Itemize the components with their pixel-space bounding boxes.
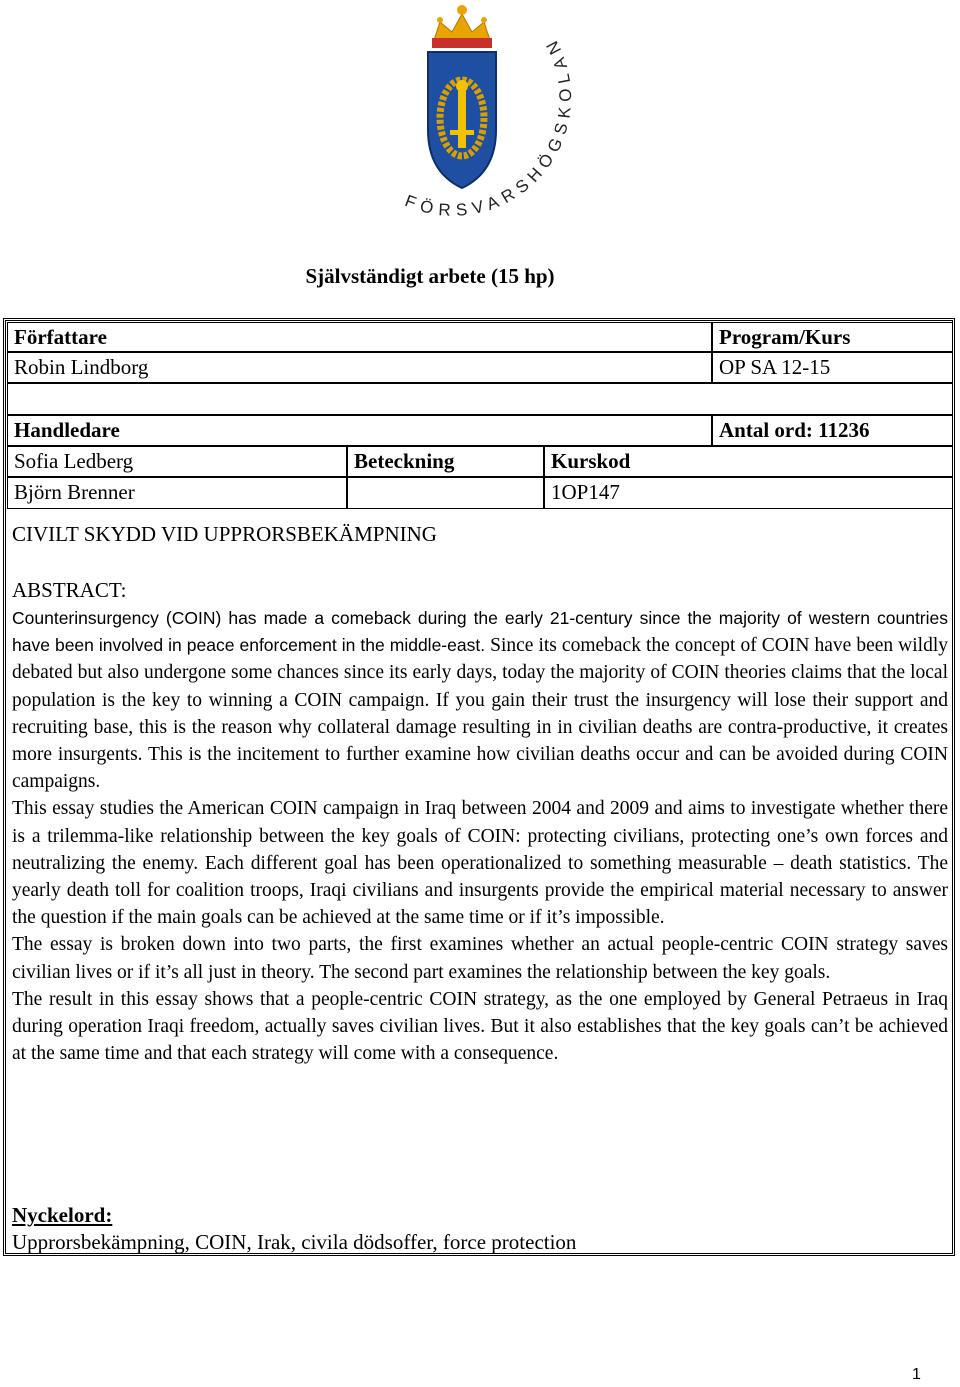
word-count: Antal ord: 11236 <box>712 415 953 446</box>
supervisor-2: Björn Brenner <box>7 477 347 509</box>
crown-icon <box>432 5 492 48</box>
forsvarshogskolan-logo <box>382 0 602 240</box>
designation-label: Beteckning <box>347 446 544 477</box>
abstract-body <box>12 605 948 1067</box>
program-label: Program/Kurs <box>712 322 953 352</box>
empty-row <box>7 383 953 415</box>
abstract-paragraph-4: The result in this essay shows that a people-centric COIN strategy, as the one employed by General Petraeus in Iraq during operation Iraqi freedom, actually saves civilian lives. But it also establishes that the key goals can’t be achieved at the same time and that each strategy will come with a consequence. <box>12 988 948 1065</box>
abstract-paragraph-2: This essay studies the American COIN campaign in Iraq between 2004 and 2009 and aims to investigate whether there is a trilemma-like relationship between the key goals of COIN: protecting civilians, protecting one’s own forces and neutralizing the enemy. Each different goal has been operationalized to something measurable – death statistics. The yearly death toll for coalition troops, Iraqi civilians and insurgents provide the empirical material necessary to answer the question if the main goals can be achieved at the same time or if it’s impossible. <box>12 798 948 929</box>
shield-icon <box>428 52 496 188</box>
course-code-label: Kurskod <box>544 446 953 477</box>
abstract-paragraph-3: The essay is broken down into two parts, the first examines whether an actual people-centric COIN strategy saves civilian lives or if it’s all just in theory. The second part examines the relationship between the key goals. <box>12 934 948 983</box>
program-value: OP SA 12-15 <box>712 352 953 383</box>
document-title: Självständigt arbete (15 hp) <box>305 264 555 288</box>
abstract-intro: Counterinsurgency (COIN) has made a comeback during the early 21-century since the majority of western countries have been involved in peace enforcement in the middle-east. <box>12 608 948 656</box>
supervisor-1: Sofia Ledberg <box>7 446 347 477</box>
keywords-list: Upprorsbekämpning, COIN, Irak, civila dödsoffer, force protection <box>12 1230 577 1254</box>
thesis-title: CIVILT SKYDD VID UPPRORSBEKÄMPNING <box>12 522 437 546</box>
supervisor-label: Handledare <box>7 415 712 446</box>
designation-value <box>347 477 544 509</box>
course-code-value: 1OP147 <box>544 477 953 509</box>
logo-arc-text: FÖRSVARSHÖGSKOLAN <box>402 32 576 220</box>
abstract-heading: ABSTRACT: <box>12 578 127 602</box>
author-value: Robin Lindborg <box>7 352 712 383</box>
author-label: Författare <box>7 322 712 352</box>
abstract-paragraph-1: Since its comeback the concept of COIN have been wildly debated but also undergone some chances since its early days, today the majority of COIN theories claims that the local population is the key to winning a COIN campaign. If you gain their trust the insurgency will lose their support and recruiting base, this is the reason why collateral damage resulting in in civilian deaths are contra-productive, it creates more insurgents. This is the incitement to further examine how civilian deaths occur and can be avoided during COIN campaigns. <box>12 635 948 793</box>
keywords-heading: Nyckelord: <box>12 1203 113 1227</box>
page-number: 1 <box>912 1366 921 1383</box>
